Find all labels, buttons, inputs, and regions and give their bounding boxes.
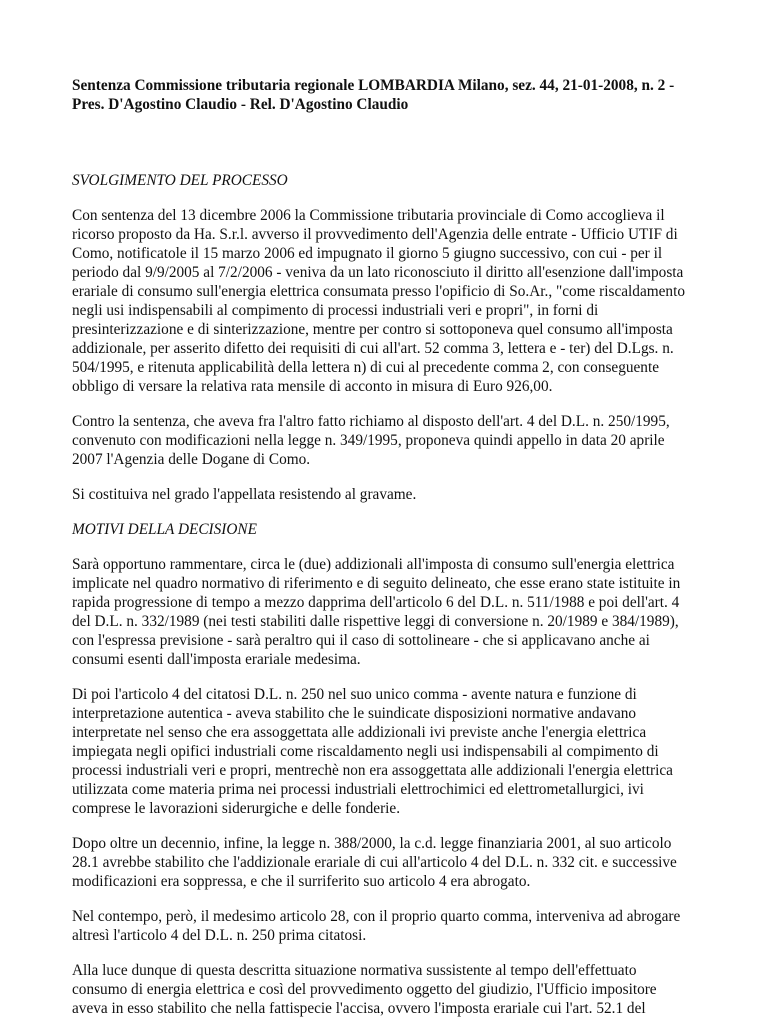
paragraph: Alla luce dunque di questa descritta situazione normativa sussistente al tempo dell'effettuato consumo di energia elettrica e così del provvedimento oggetto del giudizio, l'Ufficio impositore aveva in esso stabilito che nella fattispecie l'accisa, ovvero l'imposta erariale cui l'art. 52.1 del [72, 962, 657, 1017]
paragraph: Sarà opportuno rammentare, circa le (due) addizionali all'imposta di consumo sull'energia elettrica implicate nel quadro normativo di riferimento e di seguito delineato, che esse erano state istituite in rapida progressione di tempo a mezzo dapprima dell'articolo 6 del D.L. n. 511/1988 e poi dell'art. 4 del D.L. n. 332/1989 (nei testi stabiliti dalle rispettive leggi di conversione n. 20/1989 e 384/1989), con l'espressa previsione - sarà peraltro qui il caso di sottolineare - che si applicavano anche ai consumi esenti dall'imposta erariale medesima. [72, 556, 681, 668]
section-heading-motivi: MOTIVI DELLA DECISIONE [72, 521, 257, 538]
section-heading-svolgimento: SVOLGIMENTO DEL PROCESSO [72, 172, 288, 189]
paragraph: Dopo oltre un decennio, infine, la legge n. 388/2000, la c.d. legge finanziaria 2001, al suo articolo 28.1 avrebbe stabilito che l'addizionale erariale di cui all'articolo 4 del D.L. n. 332 cit. e successive modificazioni era soppressa, e che il surriferito suo articolo 4 era abrogato. [72, 835, 677, 890]
paragraph: Di poi l'articolo 4 del citatosi D.L. n. 250 nel suo unico comma - avente natura e funzione di interpretazione autentica - aveva stabilito che le suindicate disposizioni normative andavano interpretate nel senso che era assoggettata alle addizionali ivi previste anche l'energia elettrica impiegata negli opifici industriali come riscaldamento negli usi indispensabili al compimento di processi industriali veri e propri, mentrechè non era assoggettata alle addizionali l'energia elettrica utilizzata come materia prima nei processi industriali elettrochimici ed elettrometallurgici, ivi comprese le lavorazioni siderurgiche e delle fonderie. [72, 686, 673, 817]
document-page [72, 76, 702, 1018]
paragraph: Nel contempo, però, il medesimo articolo 28, con il proprio quarto comma, interveniva ad abrogare altresì l'articolo 4 del D.L. n. 250 prima citatosi. [72, 908, 681, 944]
document-title: Sentenza Commissione tributaria regionale LOMBARDIA Milano, sez. 44, 21-01-2008, n. 2 - Pres. D'Agostino Claudio - Rel. D'Agostino Claudio [72, 77, 675, 113]
paragraph: Contro la sentenza, che aveva fra l'altro fatto richiamo al disposto dell'art. 4 del D.L. n. 250/1995, convenuto con modificazioni nella legge n. 349/1995, proponeva quindi appello in data 20 aprile 2007 l'Agenzia delle Dogane di Como. [72, 413, 670, 468]
paragraph: Si costituiva nel grado l'appellata resistendo al gravame. [72, 486, 417, 503]
paragraph: Con sentenza del 13 dicembre 2006 la Commissione tributaria provinciale di Como accoglieva il ricorso proposto da Ha. S.r.l. avverso il provvedimento dell'Agenzia delle entrate - Ufficio UTIF di Como, notificatole il 15 marzo 2006 ed impugnato il giorno 5 giugno successivo, con cui - per il periodo dal 9/9/2005 al 7/2/2006 - veniva da un lato riconosciuto il diritto all'esenzione dall'imposta erariale di consumo sull'energia elettrica consumata presso l'opificio di So.Ar., "come riscaldamento negli usi indispensabili al compimento di processi industriali veri e propri", in forni di presinterizzazione e di sinterizzazione, mentre per contro si sottoponeva quel consumo all'imposta addizionale, per asserito difetto dei requisiti di cui all'art. 52 comma 3, lettera e - ter) del D.Lgs. n. 504/1995, e ritenuta applicabilità della lettera n) di cui al precedente comma 2, con conseguente obbligo di versare la relativa rata mensile di acconto in misura di Euro 926,00. [72, 207, 685, 395]
